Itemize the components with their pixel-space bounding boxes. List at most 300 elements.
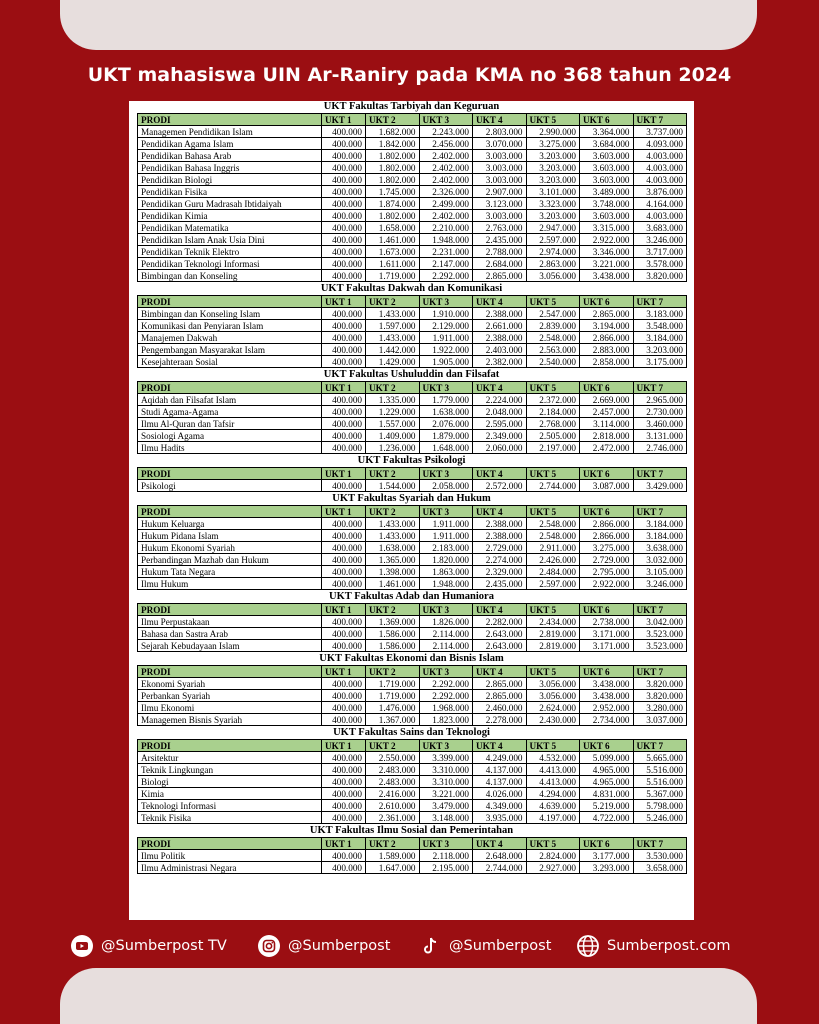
column-header: UKT 5 — [526, 740, 580, 752]
fee-cell: 2.788.000 — [473, 246, 527, 258]
fee-cell: 2.669.000 — [580, 394, 634, 406]
fee-cell: 1.335.000 — [366, 394, 420, 406]
tiktok-link[interactable] — [418, 934, 551, 958]
fee-cell: 2.274.000 — [473, 554, 527, 566]
column-header: UKT 4 — [473, 740, 527, 752]
fee-table — [137, 113, 687, 282]
fee-cell: 1.369.000 — [366, 616, 420, 628]
fee-cell: 4.137.000 — [473, 764, 527, 776]
fee-cell: 2.457.000 — [580, 406, 634, 418]
fee-cell: 2.388.000 — [473, 308, 527, 320]
fee-cell: 400.000 — [322, 186, 366, 198]
column-header: UKT 6 — [580, 740, 634, 752]
fee-cell: 3.578.000 — [633, 258, 687, 270]
fee-cell: 400.000 — [322, 800, 366, 812]
table-header-row — [138, 382, 687, 394]
column-header: UKT 5 — [526, 604, 580, 616]
column-header: UKT 2 — [366, 666, 420, 678]
fee-cell: 2.738.000 — [580, 616, 634, 628]
fee-cell: 1.911.000 — [419, 518, 473, 530]
fee-cell: 5.798.000 — [633, 800, 687, 812]
fee-table — [137, 467, 687, 492]
youtube-link[interactable] — [70, 934, 227, 958]
column-header: UKT 2 — [366, 382, 420, 394]
table-row — [138, 222, 687, 234]
fee-cell: 1.589.000 — [366, 850, 420, 862]
fee-cell: 3.346.000 — [580, 246, 634, 258]
fee-cell: 2.866.000 — [580, 332, 634, 344]
program-name-cell: Ilmu Al-Quran dan Tafsir — [138, 418, 322, 430]
program-name-cell: Perbandingan Mazhab dan Hukum — [138, 554, 322, 566]
fee-cell: 1.719.000 — [366, 270, 420, 282]
column-header: UKT 1 — [322, 468, 366, 480]
fee-cell: 3.280.000 — [633, 702, 687, 714]
fee-cell: 400.000 — [322, 480, 366, 492]
fee-cell: 3.183.000 — [633, 308, 687, 320]
fee-cell: 3.105.000 — [633, 566, 687, 578]
fee-cell: 2.763.000 — [473, 222, 527, 234]
table-row — [138, 308, 687, 320]
fee-cell: 400.000 — [322, 616, 366, 628]
column-header: UKT 1 — [322, 740, 366, 752]
program-name-cell: Kesejahteraan Sosial — [138, 356, 322, 368]
faculty-title: UKT Fakultas Tarbiyah dan Keguruan — [323, 101, 500, 112]
fee-cell: 4.003.000 — [633, 174, 687, 186]
program-name-cell: Manajemen Dakwah — [138, 332, 322, 344]
table-row — [138, 752, 687, 764]
program-name-cell: Bimbingan dan Konseling Islam — [138, 308, 322, 320]
program-name-cell: Psikologi — [138, 480, 322, 492]
fee-cell: 3.315.000 — [580, 222, 634, 234]
fee-cell: 400.000 — [322, 394, 366, 406]
program-name-cell: Hukum Keluarga — [138, 518, 322, 530]
instagram-icon — [257, 934, 281, 958]
program-name-cell: Bahasa dan Sastra Arab — [138, 628, 322, 640]
table-row — [138, 210, 687, 222]
fee-cell: 400.000 — [322, 138, 366, 150]
column-header: UKT 4 — [473, 382, 527, 394]
page-title: UKT mahasiswa UIN Ar-Raniry pada KMA no 368 tahun 2024 — [87, 64, 732, 86]
table-row — [138, 174, 687, 186]
fee-cell: 1.461.000 — [366, 578, 420, 590]
column-header: UKT 3 — [419, 740, 473, 752]
fee-cell: 2.648.000 — [473, 850, 527, 862]
fee-cell: 1.673.000 — [366, 246, 420, 258]
fee-cell: 400.000 — [322, 430, 366, 442]
fee-cell: 3.429.000 — [633, 480, 687, 492]
fee-cell: 5.099.000 — [580, 752, 634, 764]
column-header: UKT 1 — [322, 296, 366, 308]
table-header-row — [138, 468, 687, 480]
fee-cell: 1.597.000 — [366, 320, 420, 332]
fee-cell: 4.003.000 — [633, 162, 687, 174]
fee-cell: 3.364.000 — [580, 126, 634, 138]
fee-cell: 3.935.000 — [473, 812, 527, 824]
fee-cell: 3.275.000 — [580, 542, 634, 554]
fee-cell: 2.402.000 — [419, 210, 473, 222]
fee-cell: 3.523.000 — [633, 640, 687, 652]
fee-cell: 1.658.000 — [366, 222, 420, 234]
fee-cell: 2.402.000 — [419, 174, 473, 186]
fee-cell: 2.402.000 — [419, 162, 473, 174]
fee-cell: 2.610.000 — [366, 800, 420, 812]
faculty-title: UKT Fakultas Adab dan Humaniora — [329, 591, 494, 602]
fee-cell: 2.243.000 — [419, 126, 473, 138]
fee-cell: 2.572.000 — [473, 480, 527, 492]
program-name-cell: Komunikasi dan Penyiaran Islam — [138, 320, 322, 332]
fee-cell: 400.000 — [322, 162, 366, 174]
fee-cell: 2.282.000 — [473, 616, 527, 628]
fee-cell: 400.000 — [322, 862, 366, 874]
fee-cell: 2.595.000 — [473, 418, 527, 430]
fee-cell: 2.819.000 — [526, 628, 580, 640]
fee-cell: 4.965.000 — [580, 776, 634, 788]
fee-cell: 1.557.000 — [366, 418, 420, 430]
column-header: UKT 6 — [580, 506, 634, 518]
fee-table — [137, 665, 687, 726]
fee-cell: 3.246.000 — [633, 578, 687, 590]
fee-cell: 2.947.000 — [526, 222, 580, 234]
table-row — [138, 430, 687, 442]
fee-cell: 2.922.000 — [580, 234, 634, 246]
fee-cell: 1.461.000 — [366, 234, 420, 246]
table-row — [138, 530, 687, 542]
column-header: UKT 7 — [633, 382, 687, 394]
program-name-cell: Pendidikan Teknik Elektro — [138, 246, 322, 258]
table-row — [138, 566, 687, 578]
fee-cell: 2.563.000 — [526, 344, 580, 356]
column-header: UKT 7 — [633, 604, 687, 616]
fee-cell: 2.197.000 — [526, 442, 580, 454]
column-header: UKT 4 — [473, 838, 527, 850]
program-name-cell: Ilmu Ekonomi — [138, 702, 322, 714]
fee-cell: 2.858.000 — [580, 356, 634, 368]
fee-cell: 4.413.000 — [526, 776, 580, 788]
fee-cell: 400.000 — [322, 126, 366, 138]
table-row — [138, 270, 687, 282]
fee-cell: 3.003.000 — [473, 150, 527, 162]
fee-cell: 1.820.000 — [419, 554, 473, 566]
fee-cell: 3.203.000 — [526, 174, 580, 186]
fee-cell: 4.026.000 — [473, 788, 527, 800]
fee-cell: 4.003.000 — [633, 150, 687, 162]
table-row — [138, 788, 687, 800]
column-header: UKT 2 — [366, 740, 420, 752]
table-row — [138, 394, 687, 406]
fee-cell: 2.839.000 — [526, 320, 580, 332]
fee-cell: 4.137.000 — [473, 776, 527, 788]
faculty-section — [129, 369, 694, 454]
fee-cell: 2.505.000 — [526, 430, 580, 442]
fee-cell: 2.183.000 — [419, 542, 473, 554]
column-header: UKT 2 — [366, 468, 420, 480]
fee-cell: 5.516.000 — [633, 764, 687, 776]
table-row — [138, 714, 687, 726]
column-header: UKT 7 — [633, 740, 687, 752]
column-header: UKT 3 — [419, 666, 473, 678]
fee-cell: 3.003.000 — [473, 162, 527, 174]
column-header: UKT 6 — [580, 666, 634, 678]
table-header-row — [138, 114, 687, 126]
fee-cell: 2.430.000 — [526, 714, 580, 726]
program-name-cell: Pendidikan Biologi — [138, 174, 322, 186]
column-header: UKT 3 — [419, 468, 473, 480]
fee-cell: 400.000 — [322, 812, 366, 824]
program-name-cell: Perbankan Syariah — [138, 690, 322, 702]
fee-cell: 2.548.000 — [526, 530, 580, 542]
fee-cell: 3.246.000 — [633, 234, 687, 246]
table-row — [138, 862, 687, 874]
table-row — [138, 640, 687, 652]
faculty-section — [129, 283, 694, 368]
fee-cell: 2.114.000 — [419, 628, 473, 640]
fee-cell: 2.483.000 — [366, 764, 420, 776]
fee-cell: 2.388.000 — [473, 530, 527, 542]
fee-cell: 2.456.000 — [419, 138, 473, 150]
fee-cell: 2.184.000 — [526, 406, 580, 418]
fee-cell: 3.737.000 — [633, 126, 687, 138]
fee-cell: 400.000 — [322, 530, 366, 542]
program-name-cell: Pendidikan Matematika — [138, 222, 322, 234]
fee-cell: 2.907.000 — [473, 186, 527, 198]
fee-cell: 1.648.000 — [419, 442, 473, 454]
fee-cell: 2.927.000 — [526, 862, 580, 874]
fee-cell: 4.249.000 — [473, 752, 527, 764]
fee-cell: 2.278.000 — [473, 714, 527, 726]
column-header: UKT 3 — [419, 604, 473, 616]
table-row — [138, 518, 687, 530]
fee-cell: 400.000 — [322, 234, 366, 246]
social-footer — [0, 928, 819, 962]
fee-cell: 400.000 — [322, 442, 366, 454]
column-header: PRODI — [138, 296, 322, 308]
fee-cell: 1.433.000 — [366, 518, 420, 530]
program-name-cell: Ilmu Hadits — [138, 442, 322, 454]
fee-cell: 3.293.000 — [580, 862, 634, 874]
column-header: UKT 4 — [473, 506, 527, 518]
table-header-row — [138, 666, 687, 678]
program-name-cell: Ilmu Hukum — [138, 578, 322, 590]
faculty-section — [129, 653, 694, 726]
fee-cell: 4.413.000 — [526, 764, 580, 776]
faculty-title: UKT Fakultas Ekonomi dan Bisnis Islam — [319, 653, 504, 664]
fee-cell: 1.948.000 — [419, 234, 473, 246]
faculty-section — [129, 455, 694, 492]
fee-cell: 400.000 — [322, 344, 366, 356]
fee-cell: 2.643.000 — [473, 640, 527, 652]
fee-cell: 3.042.000 — [633, 616, 687, 628]
fee-cell: 400.000 — [322, 222, 366, 234]
instagram-link[interactable] — [257, 934, 390, 958]
column-header: UKT 2 — [366, 604, 420, 616]
table-row — [138, 344, 687, 356]
fee-cell: 5.367.000 — [633, 788, 687, 800]
program-name-cell: Managemen Pendidikan Islam — [138, 126, 322, 138]
faculty-section — [129, 101, 694, 282]
fee-cell: 2.548.000 — [526, 518, 580, 530]
fee-cell: 4.831.000 — [580, 788, 634, 800]
column-header: UKT 3 — [419, 838, 473, 850]
program-name-cell: Hukum Pidana Islam — [138, 530, 322, 542]
fee-cell: 400.000 — [322, 640, 366, 652]
fee-cell: 1.968.000 — [419, 702, 473, 714]
fee-cell: 4.093.000 — [633, 138, 687, 150]
fee-cell: 400.000 — [322, 174, 366, 186]
fee-cell: 2.865.000 — [473, 270, 527, 282]
column-header: UKT 1 — [322, 838, 366, 850]
fee-cell: 2.129.000 — [419, 320, 473, 332]
fee-cell: 400.000 — [322, 356, 366, 368]
fee-cell: 1.802.000 — [366, 162, 420, 174]
fee-cell: 4.639.000 — [526, 800, 580, 812]
fee-cell: 3.070.000 — [473, 138, 527, 150]
fee-cell: 2.372.000 — [526, 394, 580, 406]
faculty-section — [129, 825, 694, 874]
table-row — [138, 480, 687, 492]
fee-cell: 3.203.000 — [526, 150, 580, 162]
column-header: UKT 1 — [322, 382, 366, 394]
column-header: UKT 3 — [419, 506, 473, 518]
fee-cell: 3.310.000 — [419, 764, 473, 776]
fee-cell: 1.823.000 — [419, 714, 473, 726]
fee-cell: 1.433.000 — [366, 332, 420, 344]
fee-table — [137, 505, 687, 590]
fee-cell: 3.603.000 — [580, 162, 634, 174]
program-name-cell: Pendidikan Bahasa Inggris — [138, 162, 322, 174]
fee-cell: 1.682.000 — [366, 126, 420, 138]
fee-cell: 4.349.000 — [473, 800, 527, 812]
fee-cell: 2.434.000 — [526, 616, 580, 628]
fee-cell: 2.734.000 — [580, 714, 634, 726]
fee-cell: 3.171.000 — [580, 640, 634, 652]
fee-cell: 2.292.000 — [419, 678, 473, 690]
column-header: PRODI — [138, 838, 322, 850]
column-header: UKT 7 — [633, 468, 687, 480]
column-header: UKT 5 — [526, 468, 580, 480]
column-header: UKT 4 — [473, 468, 527, 480]
column-header: PRODI — [138, 506, 322, 518]
fee-cell: 3.748.000 — [580, 198, 634, 210]
table-row — [138, 776, 687, 788]
fee-cell: 400.000 — [322, 788, 366, 800]
table-row — [138, 150, 687, 162]
fee-cell: 3.523.000 — [633, 628, 687, 640]
fee-cell: 3.820.000 — [633, 678, 687, 690]
column-header: UKT 4 — [473, 296, 527, 308]
fee-cell: 400.000 — [322, 628, 366, 640]
faculty-title: UKT Fakultas Dakwah dan Komunikasi — [320, 283, 503, 294]
column-header: UKT 5 — [526, 838, 580, 850]
column-header: UKT 6 — [580, 468, 634, 480]
table-header-row — [138, 604, 687, 616]
fee-cell: 2.460.000 — [473, 702, 527, 714]
column-header: UKT 6 — [580, 838, 634, 850]
fee-cell: 1.611.000 — [366, 258, 420, 270]
fee-cell: 400.000 — [322, 690, 366, 702]
fee-cell: 3.399.000 — [419, 752, 473, 764]
table-row — [138, 198, 687, 210]
fee-cell: 400.000 — [322, 150, 366, 162]
fee-cell: 1.905.000 — [419, 356, 473, 368]
fee-cell: 1.802.000 — [366, 150, 420, 162]
fee-cell: 400.000 — [322, 578, 366, 590]
fee-table — [137, 603, 687, 652]
fee-cell: 2.231.000 — [419, 246, 473, 258]
column-header: UKT 6 — [580, 604, 634, 616]
program-name-cell: Managemen Bisnis Syariah — [138, 714, 322, 726]
table-row — [138, 628, 687, 640]
column-header: UKT 7 — [633, 114, 687, 126]
column-header: UKT 5 — [526, 666, 580, 678]
fee-cell: 3.184.000 — [633, 530, 687, 542]
fee-cell: 400.000 — [322, 752, 366, 764]
fee-cell: 1.429.000 — [366, 356, 420, 368]
table-row — [138, 812, 687, 824]
program-name-cell: Biologi — [138, 776, 322, 788]
fee-cell: 2.744.000 — [473, 862, 527, 874]
column-header: UKT 7 — [633, 506, 687, 518]
table-header-row — [138, 506, 687, 518]
fee-cell: 400.000 — [322, 566, 366, 578]
fee-cell: 2.883.000 — [580, 344, 634, 356]
fee-cell: 3.489.000 — [580, 186, 634, 198]
fee-cell: 3.310.000 — [419, 776, 473, 788]
table-row — [138, 356, 687, 368]
fee-cell: 1.879.000 — [419, 430, 473, 442]
program-name-cell: Sosiologi Agama — [138, 430, 322, 442]
fee-cell: 3.175.000 — [633, 356, 687, 368]
program-name-cell: Teknik Lingkungan — [138, 764, 322, 776]
fee-cell: 1.826.000 — [419, 616, 473, 628]
fee-cell: 3.717.000 — [633, 246, 687, 258]
column-header: UKT 4 — [473, 666, 527, 678]
fee-cell: 400.000 — [322, 308, 366, 320]
column-header: UKT 4 — [473, 604, 527, 616]
fee-cell: 1.229.000 — [366, 406, 420, 418]
fee-cell: 2.865.000 — [580, 308, 634, 320]
website-link[interactable] — [576, 934, 731, 958]
table-row — [138, 162, 687, 174]
fee-cell: 3.603.000 — [580, 150, 634, 162]
fee-cell: 3.037.000 — [633, 714, 687, 726]
fee-cell: 5.665.000 — [633, 752, 687, 764]
fee-cell: 400.000 — [322, 850, 366, 862]
program-name-cell: Hukum Ekonomi Syariah — [138, 542, 322, 554]
fee-cell: 1.948.000 — [419, 578, 473, 590]
fee-cell: 1.802.000 — [366, 210, 420, 222]
fee-cell: 2.990.000 — [526, 126, 580, 138]
fee-cell: 2.746.000 — [633, 442, 687, 454]
table-row — [138, 320, 687, 332]
fee-cell: 3.003.000 — [473, 174, 527, 186]
column-header: UKT 4 — [473, 114, 527, 126]
youtube-handle: @Sumberpost TV — [101, 938, 227, 954]
fee-cell: 1.922.000 — [419, 344, 473, 356]
fee-cell: 3.123.000 — [473, 198, 527, 210]
fee-cell: 2.684.000 — [473, 258, 527, 270]
fee-cell: 2.863.000 — [526, 258, 580, 270]
faculty-title: UKT Fakultas Ilmu Sosial dan Pemerintahan — [309, 825, 514, 836]
fee-cell: 3.638.000 — [633, 542, 687, 554]
fee-cell: 3.479.000 — [419, 800, 473, 812]
table-row — [138, 850, 687, 862]
column-header: UKT 3 — [419, 382, 473, 394]
instagram-handle: @Sumberpost — [288, 938, 391, 954]
column-header: UKT 6 — [580, 382, 634, 394]
fee-document — [129, 101, 694, 920]
program-name-cell: Ilmu Politik — [138, 850, 322, 862]
fee-cell: 2.624.000 — [526, 702, 580, 714]
